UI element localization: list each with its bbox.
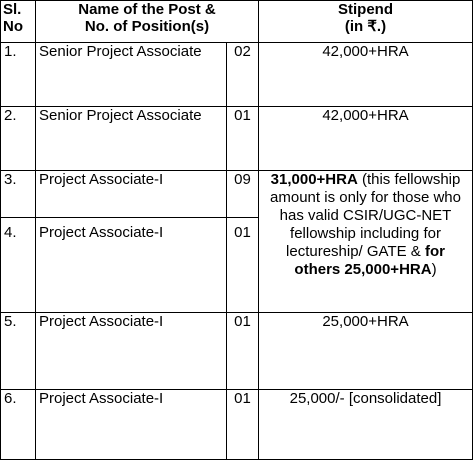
sl-no-header: Sl. No <box>1 1 36 43</box>
table-row <box>1 390 473 460</box>
post-name-cell: Project Associate-I <box>36 171 227 218</box>
sl-no-cell: 2. <box>1 107 36 171</box>
post-header: Name of the Post & No. of Position(s) <box>36 1 259 43</box>
post-name-cell: Project Associate-I <box>36 313 227 390</box>
table-header-row <box>1 1 473 43</box>
position-count-cell: 01 <box>227 218 259 313</box>
post-name-cell: Senior Project Associate <box>36 107 227 171</box>
sl-no-cell: 4. <box>1 218 36 313</box>
post-name-cell: Project Associate-I <box>36 218 227 313</box>
stipend-bold-start: 31,000+HRA <box>270 171 358 188</box>
sl-no-cell: 3. <box>1 171 36 218</box>
post-name-cell: Project Associate-I <box>36 390 227 460</box>
table-row <box>1 107 473 171</box>
stipend-bold-end: for others 25,000+HRA <box>294 243 445 278</box>
post-name-cell: Senior Project Associate <box>36 43 227 107</box>
sl-no-cell: 1. <box>1 43 36 107</box>
stipend-cell: 25,000+HRA <box>259 313 473 390</box>
stipend-cell: 25,000/- [consolidated] <box>259 390 473 460</box>
stipend-close: ) <box>431 261 437 278</box>
position-count-cell: 01 <box>227 107 259 171</box>
merged-stipend-cell <box>259 171 473 313</box>
table-row <box>1 171 473 218</box>
position-count-cell: 01 <box>227 313 259 390</box>
stipend-note: (this fellowship amount is only for those who has valid CSIR/UGC-NET fellowship including for lectureship/ GATE & <box>270 171 461 260</box>
stipend-cell: 42,000+HRA <box>259 107 473 171</box>
table-row <box>1 313 473 390</box>
position-count-cell: 02 <box>227 43 259 107</box>
position-count-cell: 01 <box>227 390 259 460</box>
stipend-cell: 42,000+HRA <box>259 43 473 107</box>
position-count-cell: 09 <box>227 171 259 218</box>
sl-no-cell: 6. <box>1 390 36 460</box>
table-row <box>1 43 473 107</box>
stipend-header: Stipend (in ₹.) <box>259 1 473 43</box>
sl-no-cell: 5. <box>1 313 36 390</box>
